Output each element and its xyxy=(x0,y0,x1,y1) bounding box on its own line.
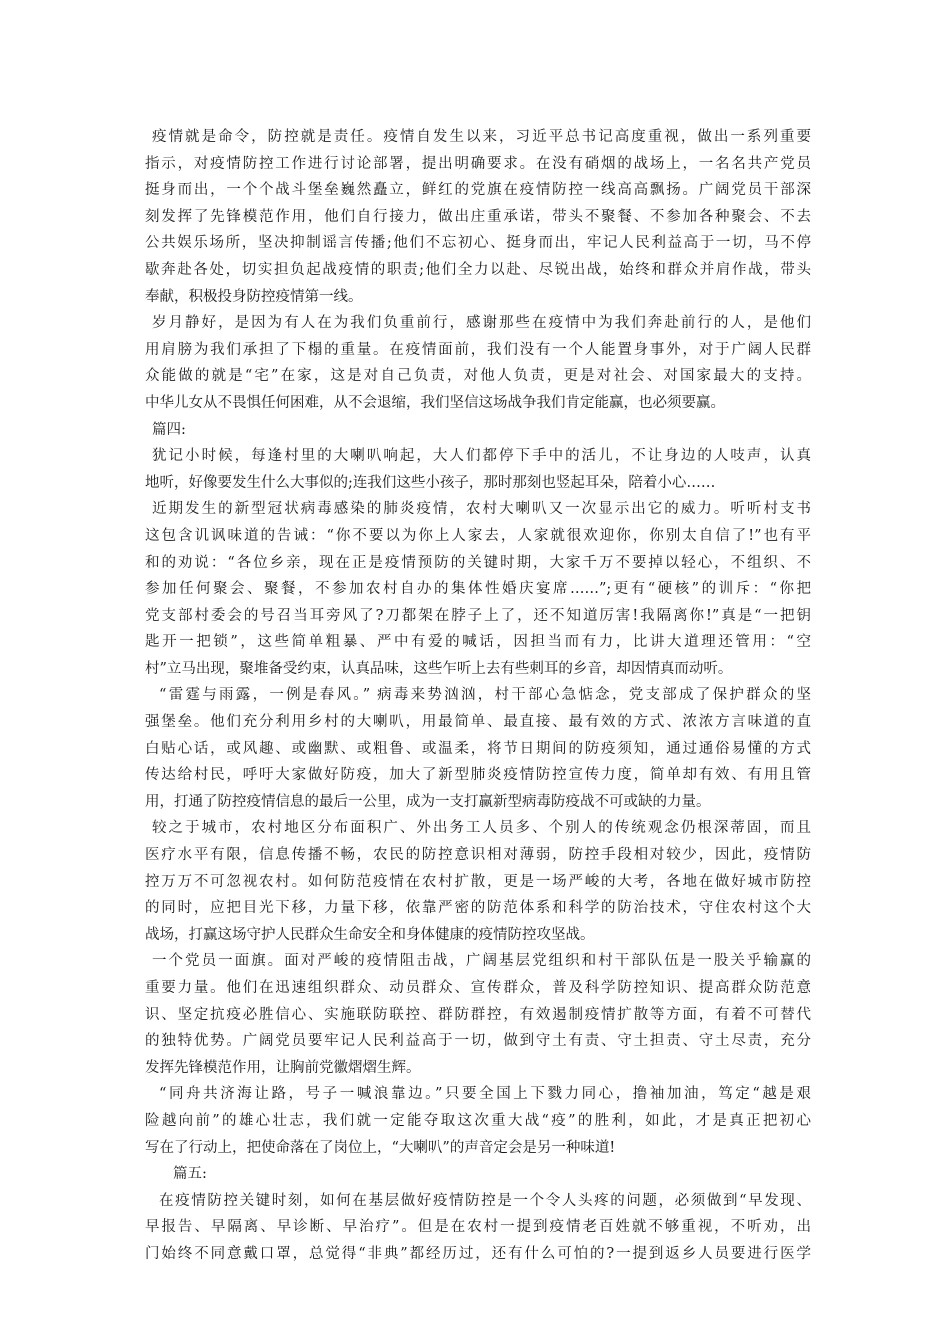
text-line: 用，打通了防控疫情信息的最后一公里，成为一支打赢新型病毒防疫战不可或缺的力量。 xyxy=(145,793,711,810)
text-line: 较之于城市，农村地区分布面积广、外出务工人员多、个别人的传统观念仍根深蒂固，而且 xyxy=(152,820,811,837)
text-line: 控万万不可忽视农村。如何防范疫情在农村扩散，更是一场严峻的大考，各地在做好城市防控 xyxy=(145,873,811,890)
text-line: 早报告、早隔离、早诊断、早治疗”。但是在农村一提到疫情老百姓就不够重视，不听劝，出 xyxy=(145,1219,811,1236)
text-line: 岁月静好，是因为有人在为我们负重前行，感谢那些在疫情中为我们奔赴前行的人，是他们 xyxy=(152,315,811,332)
text-line: 党支部村委会的号召当耳旁风了?刀都架在脖子上了，还不知道厉害!我隔离你!”真是“一把钥 xyxy=(145,607,811,624)
text-line: 参加任何聚会、聚餐，不参加农村自办的集体性婚庆宴席……”;更有“硬核”的训斥：“你把 xyxy=(145,581,811,598)
text-line: 发挥先锋模范作用，让胸前党徽熠熠生辉。 xyxy=(145,1059,421,1076)
section-heading: 篇四: xyxy=(152,421,186,438)
text-line: “同舟共济海让路，号子一喊浪靠边。”只要全国上下戮力同心，撸袖加油，笃定“越是艰 xyxy=(159,1086,811,1103)
text-line: 一个党员一面旗。面对严峻的疫情阻击战，广阔基层党组织和村干部队伍是一股关乎输赢的 xyxy=(152,953,811,970)
text-line: 险越向前”的雄心壮志，我们就一定能夺取这次重大战“疫”的胜利，如此，才是真正把初心 xyxy=(145,1112,811,1129)
text-line: 传达给村民，呼吁大家做好防疫，加大了新型肺炎疫情防控宣传力度，简单却有效、有用且管 xyxy=(145,767,811,784)
text-line: 门始终不同意戴口罩，总觉得“非典”都经历过，还有什么可怕的?一提到返乡人员要进行医学 xyxy=(145,1245,811,1262)
text-line: 这包含讥讽味道的告诫：“你不要以为你上人家去，人家就很欢迎你，你别太自信了!”也有平 xyxy=(145,527,811,544)
text-line: “雷霆与雨露，一例是春风。” 病毒来势汹汹，村干部心急惦念，党支部成了保护群众的坚 xyxy=(159,687,811,704)
text-line: 歇奔赴各处，切实担负起战疫情的职责;他们全力以赴、尽锐出战，始终和群众并肩作战，带头 xyxy=(145,261,811,278)
text-line: 奉献，积极投身防控疫情第一线。 xyxy=(145,288,363,305)
text-line: 医疗水平有限，信息传播不畅，农民的防控意识相对薄弱，防控手段相对较少，因此，疫情防 xyxy=(145,847,811,864)
text-line: 识、坚定抗疫必胜信心、实施联防联控、群防群控，有效遏制疫情扩散等方面，有着不可替代 xyxy=(145,1006,811,1023)
document-body xyxy=(145,124,811,1268)
text-line: 众能做的就是“宅”在家，这是对自己负责，对他人负责，更是对社会、对国家最大的支持。 xyxy=(145,368,811,385)
text-line: 的独特优势。广阔党员要牢记人民利益高于一切，做到守土有责、守土担责、守土尽责，充分 xyxy=(145,1033,811,1050)
text-line: 和的劝说：“各位乡亲，现在正是疫情预防的关键时期，大家千万不要掉以轻心，不组织、不 xyxy=(145,554,811,571)
text-line: 白贴心话，或风趣、或幽默、或粗鲁、或温柔，将节日期间的防疫须知，通过通俗易懂的方式 xyxy=(145,740,811,757)
text-line: 村”立马出现，聚堆备受约束，认真品味，这些乍听上去有些刺耳的乡音，却因情真而动听。 xyxy=(145,660,733,677)
section-heading: 篇五: xyxy=(173,1166,207,1183)
text-line: 近期发生的新型冠状病毒感染的肺炎疫情，农村大喇叭又一次显示出它的威力。听听村支书 xyxy=(152,501,811,518)
text-line: 重要力量。他们在迅速组织群众、动员群众、宣传群众，普及科学防控知识、提高群众防范意 xyxy=(145,980,811,996)
text-line: 匙开一把锁”，这些简单粗暴、严中有爱的喊话，因担当而有力，比讲大道理还管用：“空 xyxy=(145,634,811,651)
text-line: 犹记小时候，每逢村里的大喇叭响起，大人们都停下手中的活儿，不让身边的人吱声，认真 xyxy=(152,448,811,465)
text-line: 中华儿女从不畏惧任何困难，从不会退缩，我们坚信这场战争我们肯定能赢，也必须要赢。 xyxy=(145,394,725,411)
text-line: 疫情就是命令，防控就是责任。疫情自发生以来，习近平总书记高度重视，做出一系列重要 xyxy=(152,129,811,145)
text-line: 公共娱乐场所，坚决抑制谣言传播;他们不忘初心、挺身而出，牢记人民利益高于一切，马不停 xyxy=(145,235,811,252)
text-line: 刻发挥了先锋模范作用，他们自行接力，做出庄重承诺，带头不聚餐、不参加各种聚会、不去 xyxy=(145,208,811,225)
text-line: 用肩膀为我们承担了下榻的重量。在疫情面前，我们没有一个人能置身事外，对于广阔人民群 xyxy=(145,341,811,358)
text-line: 指示，对疫情防控工作进行讨论部署，提出明确要求。在没有硝烟的战场上，一名名共产党员 xyxy=(145,155,811,172)
text-line: 写在了行动上，把使命落在了岗位上，“大喇叭”的声音定会是另一种味道! xyxy=(145,1139,616,1156)
text-line: 挺身而出，一个个战斗堡垒巍然矗立，鲜红的党旗在疫情防控一线高高飘扬。广阔党员干部深 xyxy=(145,182,811,199)
text-line: 战场，打赢这场守护人民群众生命安全和身体健康的疫情防控攻坚战。 xyxy=(145,926,595,943)
text-line: 强堡垒。他们充分利用乡村的大喇叭，用最简单、最直接、最有效的方式、浓浓方言味道的直 xyxy=(145,714,811,731)
text-line: 地听，好像要发生什么大事似的;连我们这些小孩子，那时那刻也竖起耳朵，陪着小心…… xyxy=(145,474,716,491)
text-line: 的同时，应把目光下移，力量下移，依靠严密的防范体系和科学的防治技术，守住农村这个大 xyxy=(145,900,811,917)
text-line: 在疫情防控关键时刻，如何在基层做好疫情防控是一个令人头疼的问题，必须做到“早发现、 xyxy=(159,1192,811,1209)
